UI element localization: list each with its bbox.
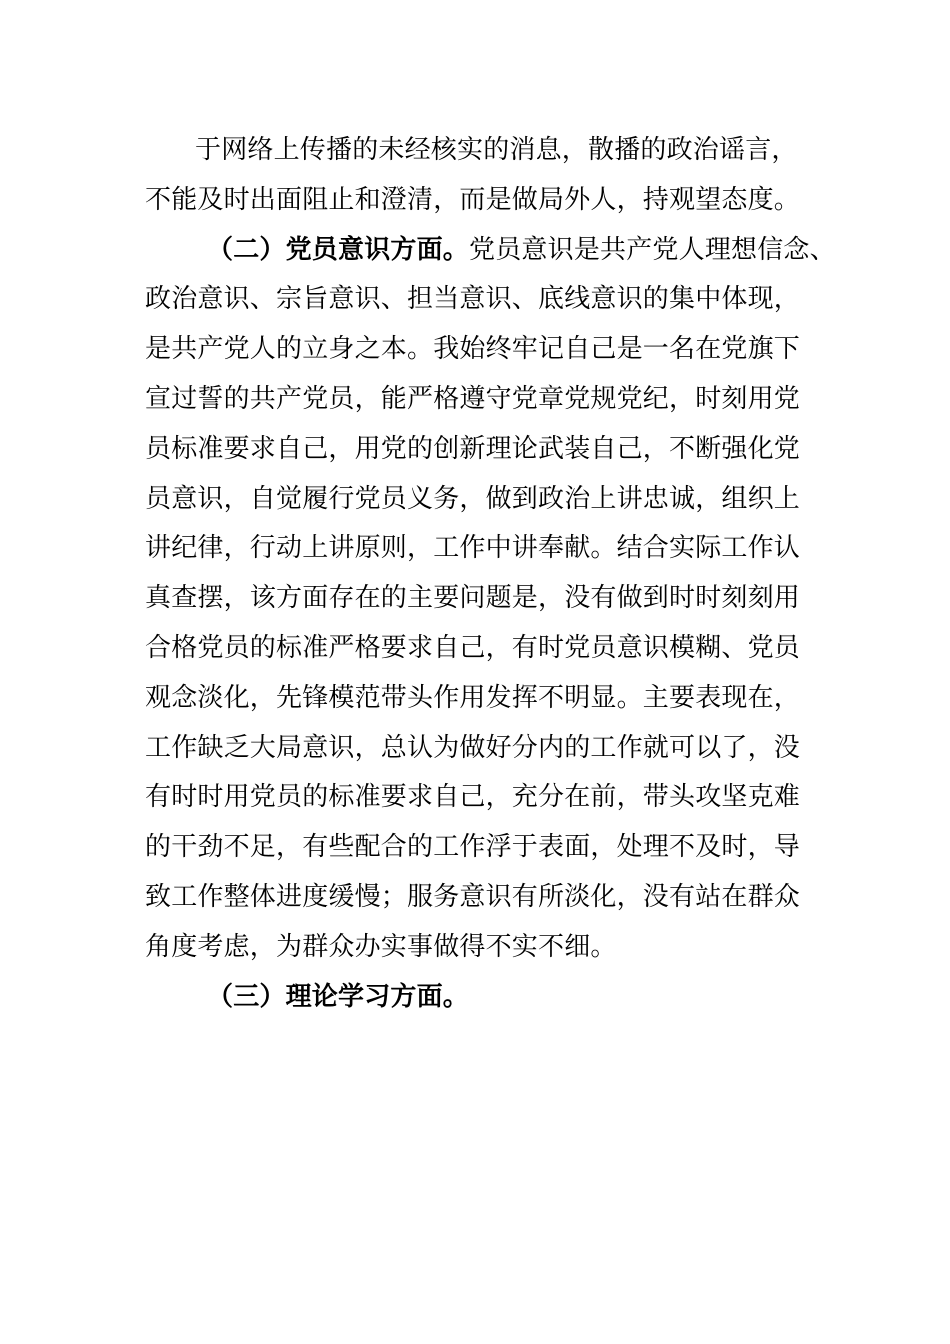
text-line: 宣过誓的共产党员，能严格遵守党章党规党纪，时刻用党 bbox=[145, 383, 801, 414]
section-2-heading: （二）党员意识方面。 bbox=[207, 234, 470, 265]
text-line: 于网络上传播的未经核实的消息，散播的政治谣言， bbox=[195, 135, 798, 165]
body-text bbox=[145, 126, 836, 1022]
text-line: 员标准要求自己，用党的创新理论武装自己，不断强化党 bbox=[145, 433, 801, 464]
text-line: 工作缺乏大局意识，总认为做好分内的工作就可以了，没 bbox=[145, 732, 801, 763]
section-3-heading: （三）理论学习方面。 bbox=[207, 981, 470, 1012]
text-line: 不能及时出面阻止和澄清，而是做局外人，持观望态度。 bbox=[145, 184, 801, 215]
text-line: 有时时用党员的标准要求自己，充分在前，带头攻坚克难 bbox=[145, 782, 801, 813]
text-line: 合格党员的标准严格要求自己，有时党员意识模糊、党员 bbox=[145, 632, 801, 663]
text-line: 讲纪律，行动上讲原则，工作中讲奉献。结合实际工作认 bbox=[145, 533, 801, 564]
text-line: 是共产党人的立身之本。我始终牢记自己是一名在党旗下 bbox=[145, 334, 801, 365]
text-line: 角度考虑，为群众办实事做得不实不细。 bbox=[145, 931, 617, 962]
section-2-paragraph-start bbox=[145, 226, 836, 276]
text-line: 致工作整体进度缓慢；服务意识有所淡化，没有站在群众 bbox=[145, 881, 801, 912]
text-line: 的干劲不足，有些配合的工作浮于表面，处理不及时，导 bbox=[145, 832, 801, 863]
text-line: 党员意识是共产党人理想信念、 bbox=[469, 234, 836, 265]
text-line: 员意识，自觉履行党员义务，做到政治上讲忠诚，组织上 bbox=[145, 483, 801, 514]
text-line: 真查摆，该方面存在的主要问题是，没有做到时时刻刻用 bbox=[145, 583, 801, 614]
text-line: 政治意识、宗旨意识、担当意识、底线意识的集中体现， bbox=[145, 284, 801, 315]
text-line: 观念淡化，先锋模范带头作用发挥不明显。主要表现在， bbox=[145, 682, 801, 713]
